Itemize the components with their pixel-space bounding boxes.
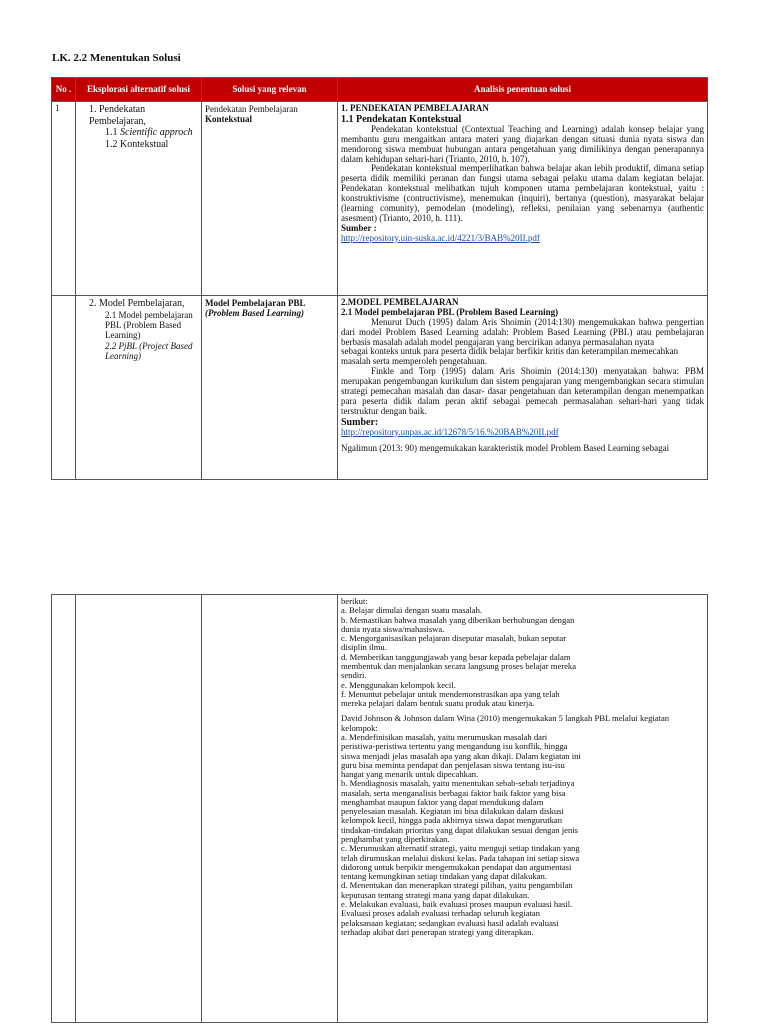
analysis-paragraph: Menurut Duch (1995) dalam Aris Shoimin (2014:130) mengemukakan bahwa pengertian dari model Problem Based Learning adalah: Problem Based Learning (PBL) atau pembelajaran berbasis masalah adalah model pengajaran yang bercirikan adanya permasalahan nyata: [341, 316, 704, 347]
step-item: d. Menentukan dan menerapkan strategi pilihan, yaitu pengambilan keputusan tentang strategi mana yang dapat dilakukan.: [341, 880, 573, 900]
solution-text: Model Pembelajaran PBL: [205, 298, 306, 308]
step-item: c. Merumuskan alternatif strategi, yaitu menguji setiap tindakan yang telah dirumuskan melalui diskusi kelas. Pada tahapan ini setiap siswa didorong untuk berpikir mengemukakan pendapat dan argumentasi tentang kemungkinan setiap tindakan yang dapat dilakukan.: [341, 843, 580, 882]
header-analisis: Analisis penentuan solusi: [338, 78, 708, 102]
characteristic-line: b. Memastikan bahwa masalah yang diberikan berhubungan dengan dunia nyata siswa/mahasiswa.: [341, 614, 575, 634]
analysis-paragraph: sebagai konteks untuk para peserta didik belajar berfikir kritis dan keterampilan memecahkan masalah serta memperoleh pengetahuan.: [341, 346, 679, 367]
solution-text-italic: (Problem Based Learning): [205, 308, 304, 319]
header-eksplorasi: Eksplorasi alternatif solusi: [76, 78, 202, 102]
analysis-heading: 1. PENDEKATAN PEMBELAJARAN: [341, 103, 489, 113]
solution-text-bold: Kontekstual: [205, 114, 253, 125]
exploration-cell: [76, 102, 202, 296]
table-row: [52, 102, 708, 296]
table-row: [52, 296, 708, 480]
analysis-paragraph: Pendekatan kontekstual (Contextual Teaching and Learning) adalah konsep belajar yang membantu guru mengaitkan antara materi yang diajarkan dengan situasi dunia nyata siswa dan mendorong siswa membuat hubungan antara pengetahuan yang dimilikinya dengan penerapannya dalam kehidupan sehari-hari (Trianto, 2010, h. 107).: [341, 123, 704, 164]
exploration-subitem: 1.2 Kontekstual: [105, 138, 169, 150]
analysis-subheading: 2.1 Model pembelajaran PBL (Problem Based Learning): [341, 306, 559, 317]
solution-cell: [202, 595, 338, 1023]
header-no: No .: [52, 78, 76, 102]
source-label: Sumber :: [341, 222, 377, 233]
exploration-subitem: 1.1 Scientific approch: [105, 127, 193, 138]
exploration-item: 1. Pendekatan Pembelajaran,: [89, 104, 146, 127]
steps-intro: David Johnson & Johnson dalam Wina (2010) mengemukakan 5 langkah PBL melalui kegiatan kelompok:: [341, 713, 670, 733]
analysis-cell: [338, 296, 708, 480]
characteristic-line: e. Menggunakan kelompok kecil.: [341, 679, 456, 690]
row-number: [52, 296, 76, 480]
source-link[interactable]: http://repository.unpas.ac.id/12678/5/16.%20BAB%20II.pdf: [341, 426, 559, 437]
exploration-item: 2. Model Pembelajaran,: [89, 298, 185, 309]
step-item: e. Melakukan evaluasi, baik evaluasi proses maupun evaluasi hasil. Evaluasi proses adalah evaluasi terhadap seluruh kegiatan pelaksanaan kegiatan; sedangkan evaluasi hasil adalah evaluasi terhadap akibat dari penerapan strategi yang diterapkan.: [341, 899, 573, 937]
solution-cell: [202, 296, 338, 480]
exploration-cell: [76, 595, 202, 1023]
solution-table: [51, 77, 708, 480]
step-item: b. Mendiagnosis masalah, yaitu menentukan sebab-sebab terjadinya masalah, serta menganalisis berbagai faktor baik faktor yang bisa menghambat maupun faktor yang dapat mendukung dalam penyelesaian masalah. Kegiatan ini bisa dilakukan dalam diskusi kelompok kecil, hingga pada akhirnya siswa dapat mengurutkan tindakan-tindakan prioritas yang dapat dilakukan sesuai dengan jenis penghambat yang diperkirakan.: [341, 778, 578, 845]
step-item: a. Mendefinisikan masalah, yaitu merumuskan masalah dari peristiwa-peristiwa tertentu yang mengandung isu konflik, hingga siswa menjadi jelas masalah apa yang akan dikaji. Dalam kegiatan ini guru bisa meminta pendapat dan penjelasan siswa tentang isu-isu hangat yang menarik untuk dipecahkan.: [341, 731, 581, 780]
exploration-subitem: 2.1 Model pembelajaran PBL (Problem Based Learning): [105, 309, 193, 341]
characteristic-line: berikut:: [341, 596, 368, 606]
table-row: [52, 595, 708, 1023]
document-title: LK. 2.2 Menentukan Solusi: [52, 52, 181, 64]
solution-table-continued: [51, 594, 708, 1023]
analysis-subheading: 1.1 Pendekatan Kontekstual: [341, 113, 462, 125]
analysis-paragraph: Finkle and Torp (1995) dalam Aris Shoimin (2014:130) menyatakan bahwa: PBM merupakan pengembangan kurikulum dan sistem pengajaran yang mengembangkan secara stimulan strategi pemecahan masalah dan dasar- dasar pengetahuan dan keterampilan dengan menempatkan para peserta didik dalam peran aktif sebagai pemecah permasalahan sehari-hari yang tidak terstruktur dengan baik.: [341, 366, 704, 416]
characteristic-line: d. Memberikan tanggungjawab yang besar kepada pebelajar dalam membentuk dan menjalankan secara langsung proses belajar mereka sendiri.: [341, 651, 577, 681]
row-number: 1: [52, 102, 76, 296]
analysis-cell: [338, 595, 708, 1023]
row-number: [52, 595, 76, 1023]
characteristic-line: f. Menuntut pebelajar untuk mendemonstrasikan apa yang telah mereka pelajari dalam bentuk suatu produk atau kinerja.: [341, 688, 560, 709]
table-header-row: [52, 78, 708, 102]
characteristic-line: c. Mengorganisasikan pelajaran diseputar masalah, bukan seputar disiplin ilmu.: [341, 633, 567, 653]
analysis-heading: 2.MODEL PEMBELAJARAN: [341, 297, 459, 307]
analysis-paragraph: Pendekatan kontekstual memperlihatkan bahwa belajar akan lebih produktif, dimana setiap peserta didik memiliki peranan dan fungsi utama sebagai pelaku utama dalam kegiatan belajar. Pendekatan kontekstual melibatkan tujuh komponen utama pembelajaran kontekstual, yaitu : konstruktivisme (contructivisme), menemukan (inquiri), bertanya (question), masyarakat belajar (learning comunity), pemodelan (modeling), refleksi, penilaian yang sebenarnya (authentic asesment) (Trianto, 2010, h. 111).: [341, 163, 704, 223]
exploration-subitem: 2.2 PjBL (Project Based Learning): [105, 340, 193, 361]
solution-cell: [202, 102, 338, 296]
source-link[interactable]: http://repository.uin-suska.ac.id/4221/3/BAB%20II.pdf: [341, 232, 540, 243]
analysis-cell: [338, 102, 708, 296]
header-solusi: Solusi yang relevan: [202, 78, 338, 102]
exploration-cell: [76, 296, 202, 480]
characteristic-line: a. Belajar dimulai dengan suatu masalah.: [341, 605, 483, 616]
source-label: Sumber:: [341, 416, 379, 428]
analysis-paragraph: Ngalimun (2013: 90) mengemukakan karakteristik model Problem Based Learning sebagai: [341, 442, 670, 453]
solution-text: Pendekatan Pembelajaran: [205, 104, 298, 114]
